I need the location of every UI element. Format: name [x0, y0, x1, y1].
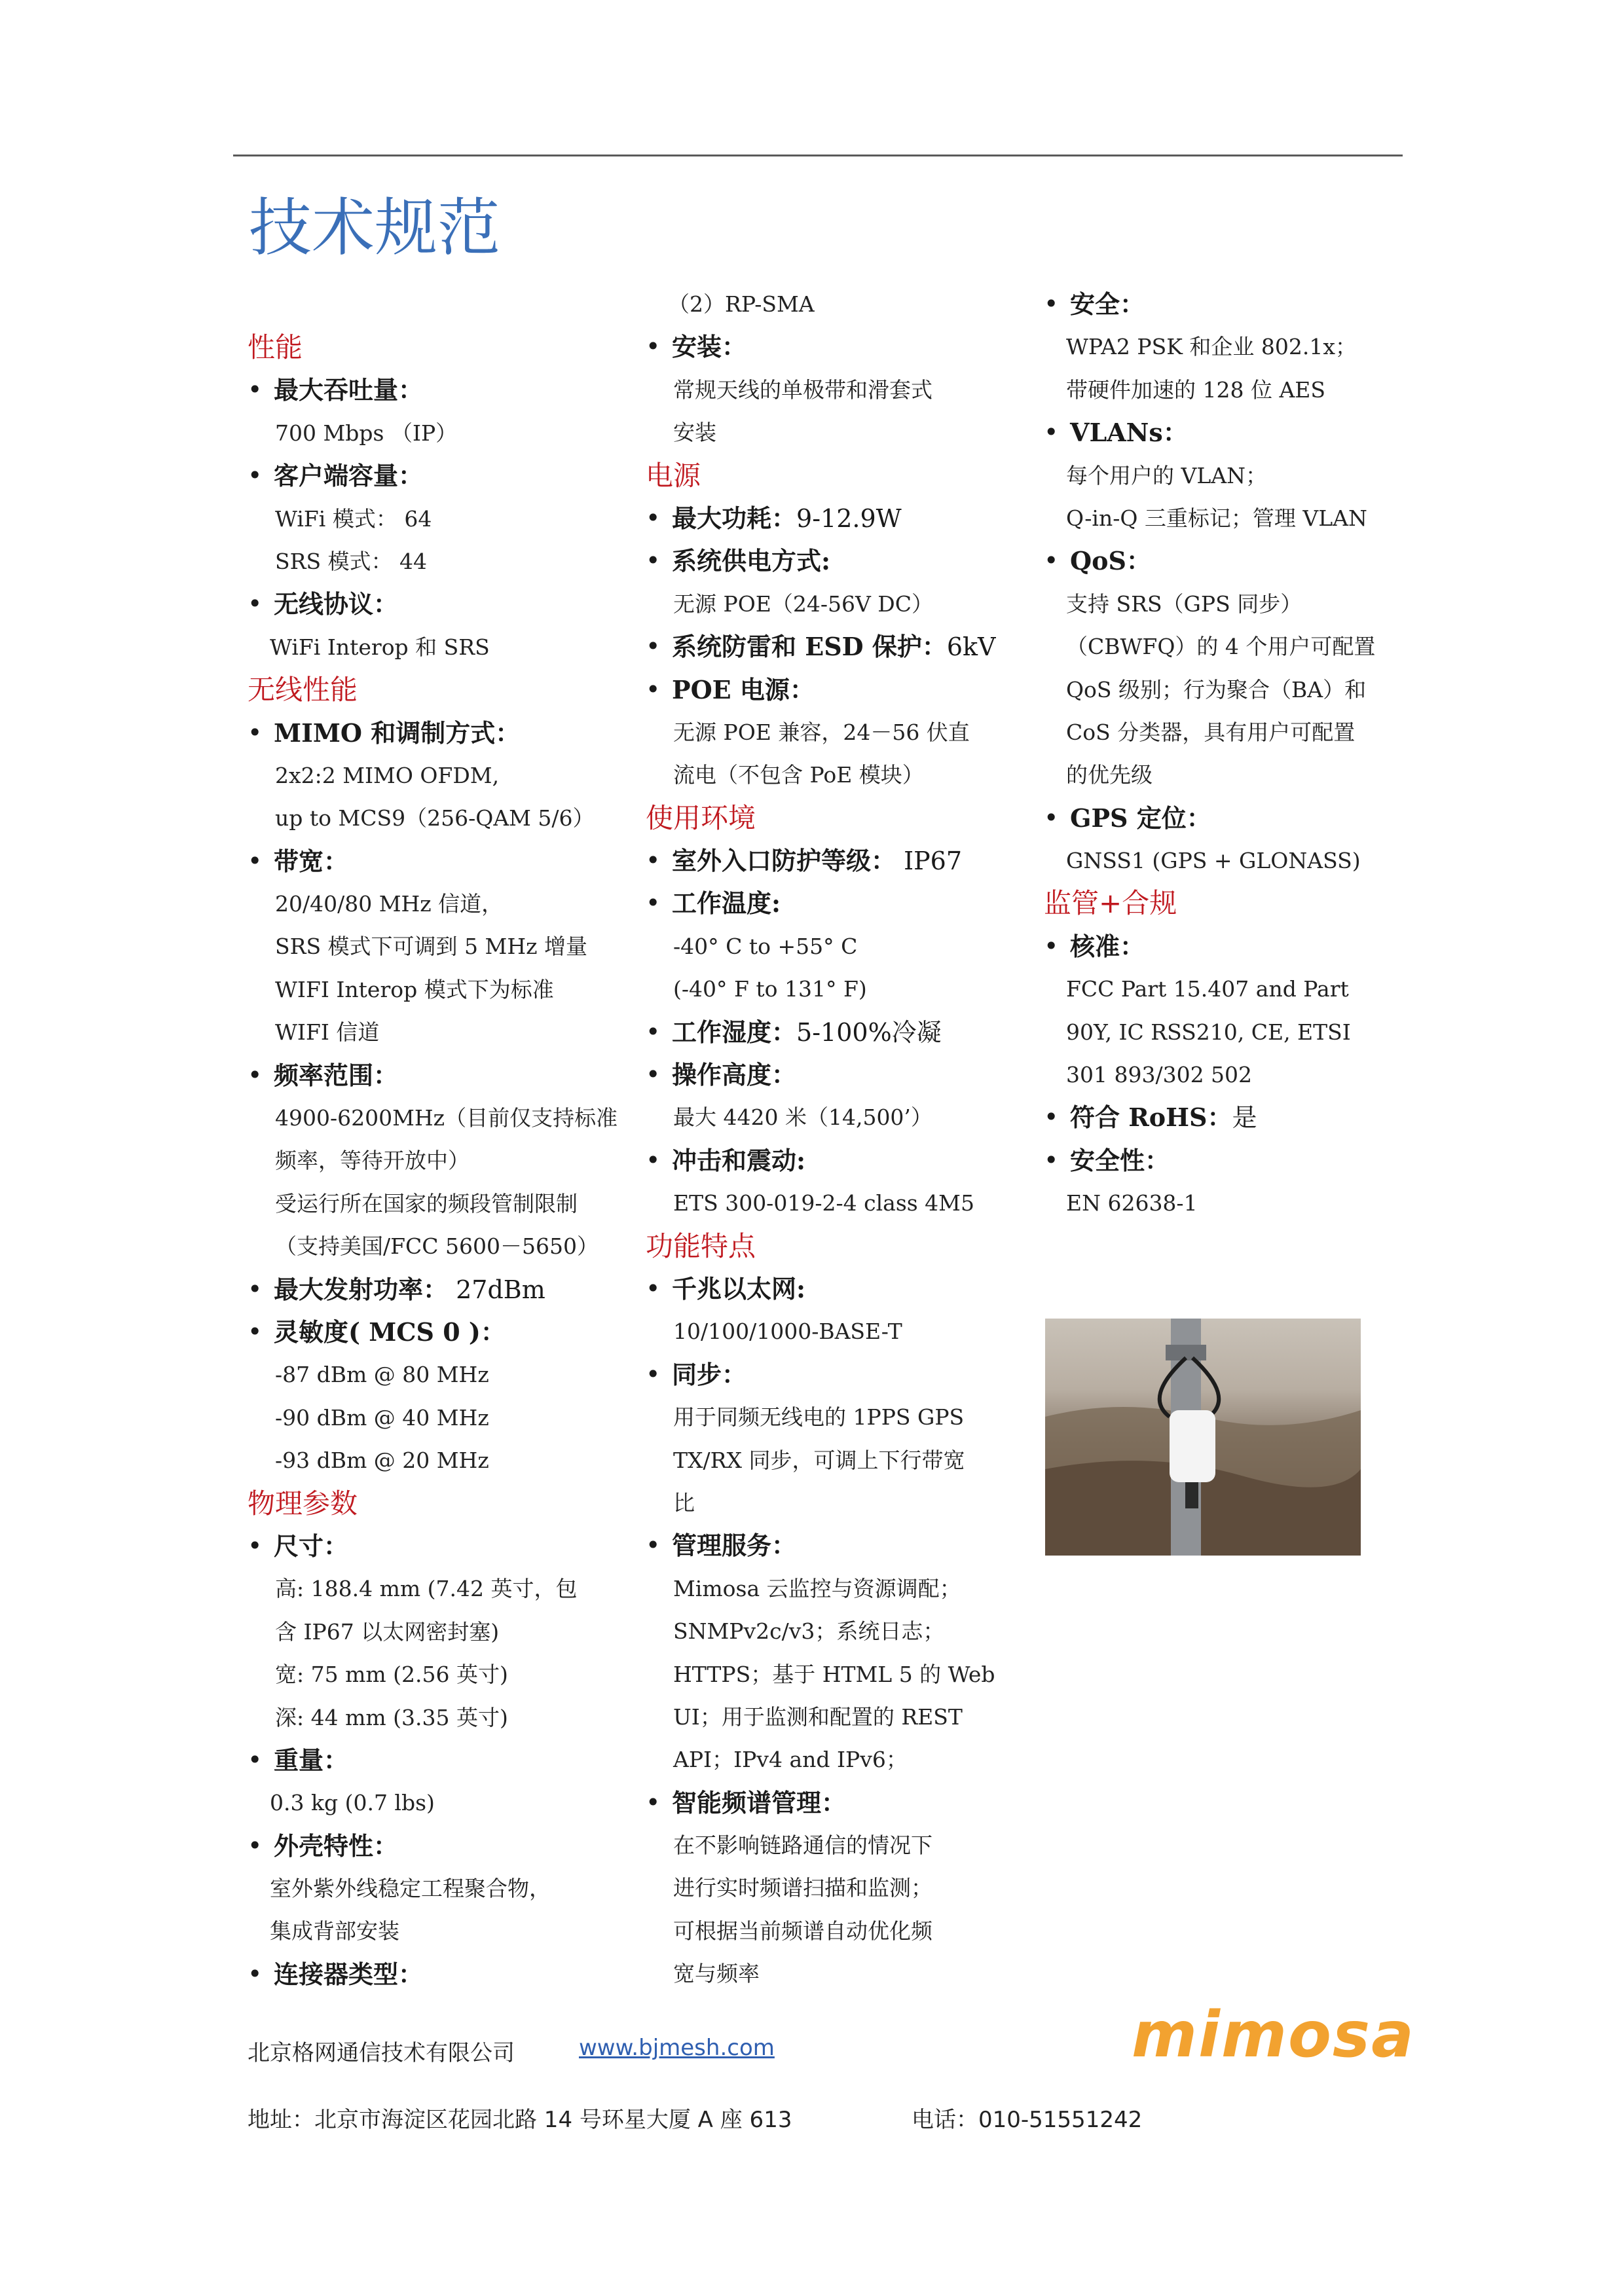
spec-detail: 高: 188.4 mm (7.42 英寸，包 [275, 1576, 578, 1602]
spec-label: 符合 RoHS： [1070, 1102, 1232, 1133]
spec-detail: (-40° F to 131° F) [673, 976, 867, 1002]
bullet-icon: • [248, 1831, 263, 1860]
spec-detail: CoS 分类器，具有用户可配置 [1066, 719, 1356, 745]
spec-label: 安全： [1070, 289, 1145, 319]
spec-label: POE 电源： [672, 674, 815, 704]
spec-label: 频率范围： [274, 1060, 399, 1090]
spec-detail: 0.3 kg (0.7 lbs) [270, 1790, 435, 1816]
spec-item [248, 1953, 614, 1995]
spec-detail: QoS 级别；行为聚合（BA）和 [1066, 676, 1367, 702]
bullet-icon: • [248, 1531, 263, 1560]
spec-detail: 每个用户的 VLAN； [1066, 462, 1267, 488]
bullet-icon: • [646, 1060, 661, 1089]
spec-detail: UI；用于监测和配置的 REST [673, 1704, 963, 1730]
spec-item [646, 1781, 1012, 1824]
spec-item [248, 712, 614, 754]
spec-detail: 含 IP67 以太网密封塞) [275, 1618, 500, 1645]
spec-detail: FCC Part 15.407 and Part [1066, 976, 1349, 1002]
spec-label: 外壳特性： [274, 1831, 399, 1861]
spec-label: GPS 定位： [1070, 803, 1211, 833]
bullet-icon: • [248, 718, 263, 747]
spec-detail: WiFi 模式： 64 [275, 505, 432, 532]
bullet-icon: • [248, 1745, 263, 1774]
spec-detail: Q-in-Q 三重标记；管理 VLAN [1066, 505, 1367, 531]
spec-detail: 的优先级 [1066, 762, 1153, 788]
spec-label: 尺寸： [274, 1531, 349, 1561]
spec-label: 同步： [672, 1359, 747, 1389]
bullet-icon: • [646, 888, 661, 918]
spec-detail: 深: 44 mm (3.35 英寸) [275, 1704, 508, 1730]
spec-label: 工作湿度： [672, 1017, 797, 1047]
spec-detail: 宽: 75 mm (2.56 英寸) [275, 1662, 508, 1688]
spec-detail: 在不影响链路通信的情况下 [673, 1832, 932, 1859]
spec-item [1044, 539, 1411, 582]
spec-label: 灵敏度( MCS 0 )： [274, 1317, 506, 1347]
spec-label: 无线协议： [274, 589, 399, 619]
spec-label: 最大吞吐量： [274, 375, 424, 405]
spec-detail: （CBWFQ）的 4 个用户可配置 [1066, 634, 1376, 660]
bullet-icon: • [646, 332, 661, 361]
bullet-icon: • [646, 674, 661, 704]
bullet-icon: • [1044, 1102, 1059, 1132]
spec-label: VLANs： [1070, 418, 1188, 448]
spec-item [646, 325, 1012, 368]
spec-item [248, 369, 614, 411]
spec-item [646, 839, 1012, 882]
spec-label: 系统供电方式: [672, 546, 831, 576]
bullet-icon: • [646, 1273, 661, 1303]
spec-value: 6kV [946, 632, 996, 662]
spec-detail: 90Y, IC RSS210, CE, ETSI [1066, 1019, 1351, 1045]
spec-detail: 4900-6200MHz（目前仅支持标准 [275, 1105, 618, 1131]
bullet-icon: • [248, 375, 263, 405]
spec-value: 5-100%冷凝 [796, 1017, 942, 1047]
spec-detail: 700 Mbps （IP） [275, 420, 458, 446]
bullet-icon: • [646, 503, 661, 532]
footer-company: 北京格网通信技术有限公司 [248, 2040, 515, 2066]
spec-detail: 室外紫外线稳定工程聚合物， [270, 1876, 551, 1902]
spec-detail: HTTPS；基于 HTML 5 的 Web [673, 1661, 995, 1687]
spec-label: 管理服务： [672, 1531, 797, 1561]
spec-detail: -40° C to +55° C [673, 933, 858, 959]
section-heading: 无线性能 [248, 674, 358, 706]
spec-detail: 进行实时频谱扫描和监测； [673, 1875, 932, 1901]
bullet-icon: • [646, 846, 661, 875]
spec-item [646, 882, 1012, 924]
spec-label: 最大发射功率： [274, 1274, 449, 1304]
bullet-icon: • [248, 1959, 263, 1988]
bullet-icon: • [646, 1017, 661, 1046]
spec-detail: WIFI Interop 模式下为标准 [275, 976, 554, 1002]
footer-address: 地址：北京市海淀区花园北路 14 号环星大厦 A 座 613 [248, 2107, 792, 2133]
spec-item [1044, 283, 1411, 325]
spec-detail: 无源 POE 兼容，24－56 伏直 [673, 719, 970, 745]
spec-detail: 受运行所在国家的频段管制限制 [275, 1190, 578, 1216]
spec-value: IP67 [896, 847, 963, 876]
spec-item [248, 454, 614, 497]
bullet-icon: • [248, 1274, 263, 1303]
spec-detail: WPA2 PSK 和企业 802.1x； [1066, 334, 1357, 360]
product-photo-illustration [1045, 1319, 1361, 1556]
spec-detail: 2x2:2 MIMO OFDM, [275, 762, 500, 788]
spec-label: 冲击和震动: [672, 1145, 806, 1175]
spec-label: QoS： [1070, 546, 1151, 576]
spec-detail: Mimosa 云监控与资源调配； [673, 1575, 961, 1601]
spec-item [646, 497, 1012, 539]
bullet-icon: • [646, 1787, 661, 1817]
spec-item [248, 583, 614, 625]
spec-detail: （2）RP-SMA [668, 291, 815, 317]
spec-label: 安装： [672, 332, 747, 362]
spec-detail: 支持 SRS（GPS 同步） [1066, 591, 1302, 617]
spec-item [248, 1311, 614, 1353]
spec-column-2 [646, 283, 1012, 1995]
spec-label: 工作温度: [672, 888, 781, 919]
spec-label: MIMO 和调制方式： [274, 718, 521, 748]
spec-detail: SRS 模式下可调到 5 MHz 增量 [275, 934, 587, 960]
spec-detail: GNSS1 (GPS + GLONASS) [1066, 848, 1361, 874]
bullet-icon: • [1044, 803, 1059, 832]
spec-label: 安全性： [1070, 1145, 1170, 1175]
spec-item [1044, 925, 1411, 968]
spec-detail: 比 [673, 1489, 695, 1516]
spec-label: 最大功耗： [672, 503, 797, 533]
page-title: 技术规范 [249, 191, 500, 264]
spec-detail: 安装 [673, 420, 716, 446]
spec-label: 智能频谱管理： [672, 1787, 847, 1817]
spec-item [1044, 1096, 1411, 1139]
spec-detail: 10/100/1000-BASE-T [673, 1319, 902, 1345]
spec-detail: -87 dBm @ 80 MHz [275, 1362, 489, 1388]
bullet-icon: • [248, 461, 263, 490]
spec-value: 9-12.9W [796, 503, 902, 533]
spec-item [646, 668, 1012, 711]
spec-detail: （支持美国/FCC 5600－5650） [275, 1233, 599, 1260]
spec-detail: SRS 模式： 44 [275, 548, 428, 574]
spec-item [248, 840, 614, 883]
spec-detail: -90 dBm @ 40 MHz [275, 1404, 489, 1430]
spec-item [248, 1739, 614, 1781]
mimosa-logo: mimosa [1132, 1998, 1415, 2071]
header-rule [233, 155, 1403, 156]
spec-detail: TX/RX 同步，可调上下行带宽 [673, 1447, 965, 1473]
spec-detail: 带硬件加速的 128 位 AES [1066, 376, 1325, 403]
footer-website-wrap [579, 2035, 775, 2061]
spec-value: 27dBm [448, 1275, 545, 1304]
spec-detail: 频率，等待开放中） [275, 1148, 470, 1174]
spec-detail: 宽与频率 [673, 1961, 760, 1987]
footer-website-link[interactable]: www.bjmesh.com [579, 2035, 775, 2061]
section-heading: 使用环境 [646, 801, 756, 834]
bullet-icon: • [248, 846, 263, 875]
spec-detail: WiFi Interop 和 SRS [270, 634, 490, 660]
spec-column-1 [248, 326, 618, 1995]
spec-detail: up to MCS9（256-QAM 5/6） [275, 805, 595, 831]
spec-item [646, 1053, 1012, 1096]
spec-item [646, 625, 1012, 668]
spec-detail: 流电（不包含 PoE 模块） [673, 762, 924, 788]
bullet-icon: • [646, 1359, 661, 1389]
bullet-icon: • [1044, 418, 1059, 447]
spec-label: 室外入口防护等级： [672, 846, 896, 876]
section-heading: 功能特点 [646, 1230, 756, 1262]
bullet-icon: • [1044, 289, 1059, 318]
bullet-icon: • [248, 1060, 263, 1089]
spec-item [646, 1011, 1012, 1053]
spec-label: 核准： [1070, 931, 1145, 961]
bullet-icon: • [248, 1317, 263, 1346]
spec-label: 客户端容量： [274, 461, 424, 491]
spec-detail: 用于同频无线电的 1PPS GPS [673, 1404, 965, 1430]
spec-detail: EN 62638-1 [1066, 1190, 1198, 1216]
spec-label: 带宽： [274, 846, 349, 876]
spec-detail: API；IPv4 and IPv6； [673, 1747, 908, 1773]
bullet-icon: • [1044, 1145, 1059, 1175]
spec-column-3 [1044, 283, 1411, 1225]
spec-detail: 最大 4420 米（14,500’） [673, 1104, 932, 1131]
spec-detail: 可根据当前频谱自动优化频 [673, 1918, 932, 1944]
spec-item [1044, 797, 1411, 839]
section-heading: 电源 [646, 459, 701, 492]
bullet-icon: • [646, 1531, 661, 1560]
spec-item [646, 1353, 1012, 1396]
spec-detail: 20/40/80 MHz 信道， [275, 891, 504, 917]
spec-detail: ETS 300-019-2-4 class 4M5 [673, 1190, 974, 1216]
bullet-icon: • [1044, 546, 1059, 575]
spec-detail: 常规天线的单极带和滑套式 [673, 376, 932, 403]
spec-item [646, 1267, 1012, 1310]
bullet-icon: • [248, 589, 263, 619]
spec-label: 连接器类型： [274, 1959, 424, 1989]
footer-phone: 电话：010-51551242 [912, 2107, 1143, 2133]
spec-detail: SNMPv2c/v3；系统日志； [673, 1618, 945, 1645]
spec-label: 操作高度： [672, 1060, 797, 1090]
spec-item [1044, 1139, 1411, 1182]
bullet-icon: • [646, 632, 661, 661]
spec-item [1044, 411, 1411, 454]
spec-item [248, 1268, 614, 1311]
section-heading: 性能 [248, 331, 303, 363]
section-heading: 物理参数 [248, 1487, 358, 1520]
spec-label: 重量： [274, 1745, 349, 1775]
spec-detail: 301 893/302 502 [1066, 1062, 1253, 1088]
product-photo [1045, 1319, 1361, 1556]
section-heading: 监管+合规 [1044, 887, 1177, 920]
bullet-icon: • [646, 1145, 661, 1175]
spec-label: 千兆以太网: [672, 1273, 806, 1303]
spec-item [248, 1825, 614, 1867]
spec-item [248, 1054, 614, 1097]
spec-item [646, 1139, 1012, 1182]
spec-item [646, 539, 1012, 582]
bullet-icon: • [1044, 931, 1059, 960]
spec-detail: 集成背部安装 [270, 1918, 399, 1944]
spec-detail: WIFI 信道 [275, 1019, 380, 1046]
spec-item [248, 1525, 614, 1567]
spec-detail: -93 dBm @ 20 MHz [275, 1448, 489, 1474]
spec-detail: 无源 POE（24-56V DC） [673, 591, 933, 617]
spec-item [646, 1524, 1012, 1567]
bullet-icon: • [646, 546, 661, 575]
spec-label: 系统防雷和 ESD 保护： [672, 632, 947, 662]
spec-value: 是 [1232, 1103, 1257, 1133]
